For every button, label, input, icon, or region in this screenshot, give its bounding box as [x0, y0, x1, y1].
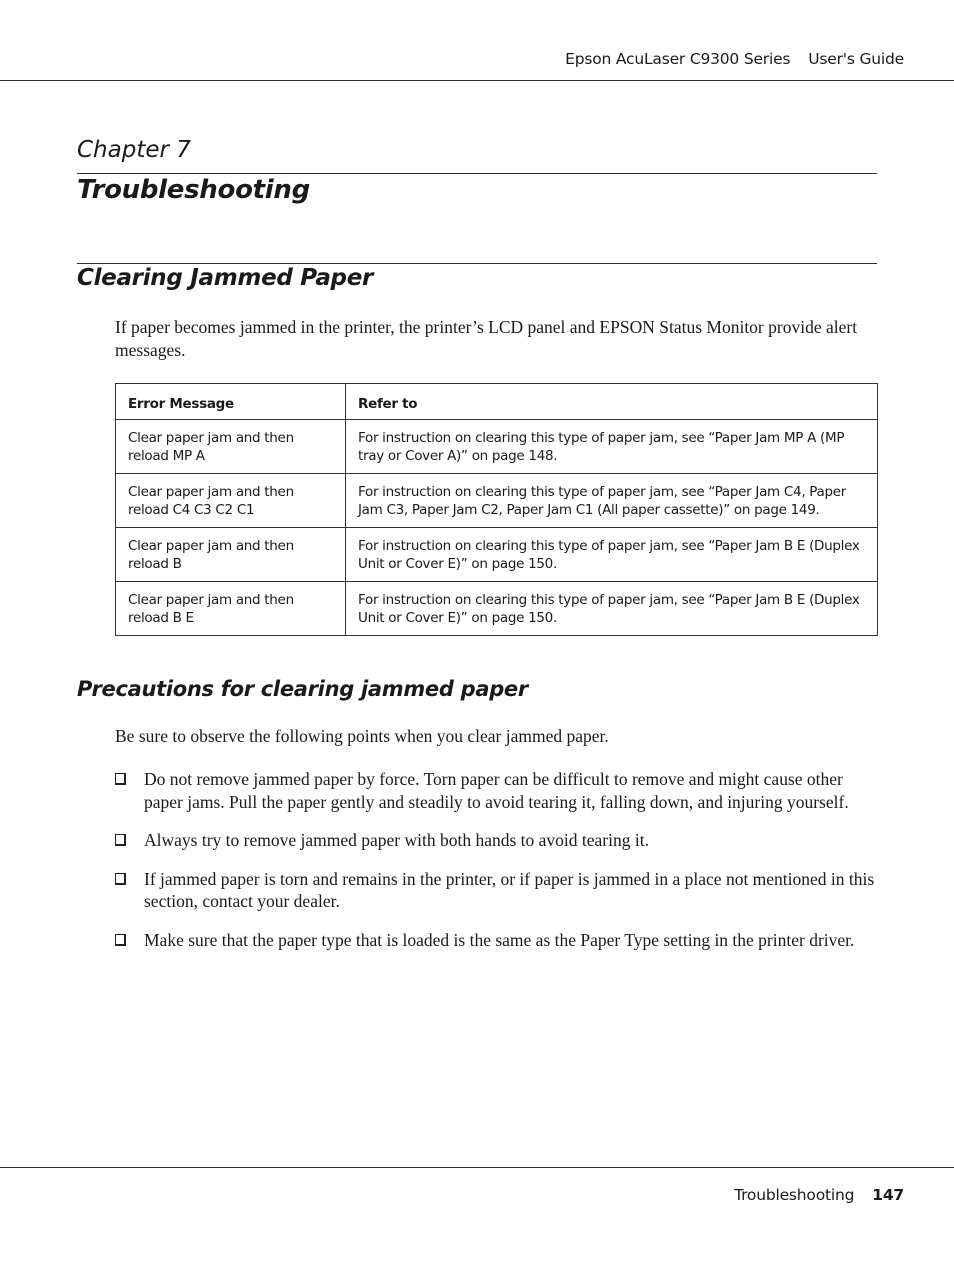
- footer-section: Troubleshooting: [734, 1186, 855, 1204]
- refer-to-cell: For instruction on clearing this type of paper jam, see “Paper Jam B E (Duplex Unit or Cover E)” on page 150.: [346, 527, 878, 581]
- list-item: [115, 768, 878, 813]
- section-title: Clearing Jammed Paper: [77, 265, 374, 291]
- table-row: [116, 581, 878, 635]
- checkbox-bullet-icon: [115, 773, 126, 785]
- chapter-rule: [77, 173, 877, 174]
- error-message-cell: Clear paper jam and then reload MP A: [116, 419, 346, 473]
- section-intro: If paper becomes jammed in the printer, the printer’s LCD panel and EPSON Status Monitor provide alert messages.: [115, 317, 858, 360]
- running-footer: [734, 1186, 904, 1204]
- table-header-cell: Refer to: [346, 384, 878, 420]
- refer-to-cell: For instruction on clearing this type of paper jam, see “Paper Jam B E (Duplex Unit or Cover E)” on page 150.: [346, 581, 878, 635]
- precautions-title: Precautions for clearing jammed paper: [77, 677, 528, 701]
- list-item: [115, 929, 878, 952]
- header-guide: User's Guide: [808, 50, 904, 68]
- list-item-text: Do not remove jammed paper by force. Torn paper can be difficult to remove and might cause other paper jams. Pull the paper gently and steadily to avoid tearing it, falling down, and injuring yourself.: [144, 769, 849, 812]
- list-item: [115, 868, 878, 913]
- header-product: Epson AcuLaser C9300 Series: [565, 50, 791, 68]
- chapter-label: Chapter 7: [77, 137, 191, 163]
- table-row: [116, 473, 878, 527]
- precautions-list: [115, 768, 878, 951]
- header-rule: [0, 80, 954, 81]
- table-header-row: [116, 384, 878, 420]
- footer-rule: [0, 1167, 954, 1168]
- page-number: 147: [872, 1186, 904, 1204]
- error-message-cell: Clear paper jam and then reload C4 C3 C2 C1: [116, 473, 346, 527]
- checkbox-bullet-icon: [115, 834, 126, 846]
- list-item-text: If jammed paper is torn and remains in the printer, or if paper is jammed in a place not mentioned in this section, contact your dealer.: [144, 868, 875, 911]
- precautions-intro: Be sure to observe the following points when you clear jammed paper.: [115, 726, 609, 746]
- checkbox-bullet-icon: [115, 873, 126, 885]
- table-row: [116, 419, 878, 473]
- running-header: [565, 50, 904, 68]
- table-header-cell: Error Message: [116, 384, 346, 420]
- refer-to-cell: For instruction on clearing this type of paper jam, see “Paper Jam MP A (MP tray or Cover A)” on page 148.: [346, 419, 878, 473]
- list-item-text: Always try to remove jammed paper with both hands to avoid tearing it.: [144, 830, 649, 850]
- error-message-cell: Clear paper jam and then reload B E: [116, 581, 346, 635]
- checkbox-bullet-icon: [115, 934, 126, 946]
- section-rule: [77, 263, 877, 264]
- error-message-table: [115, 383, 878, 636]
- table-row: [116, 527, 878, 581]
- error-message-cell: Clear paper jam and then reload B: [116, 527, 346, 581]
- refer-to-cell: For instruction on clearing this type of paper jam, see “Paper Jam C4, Paper Jam C3, Paper Jam C2, Paper Jam C1 (All paper cassette)” on page 149.: [346, 473, 878, 527]
- chapter-title: Troubleshooting: [77, 175, 310, 205]
- list-item-text: Make sure that the paper type that is loaded is the same as the Paper Type setting in the printer driver.: [144, 929, 855, 950]
- list-item: [115, 829, 878, 852]
